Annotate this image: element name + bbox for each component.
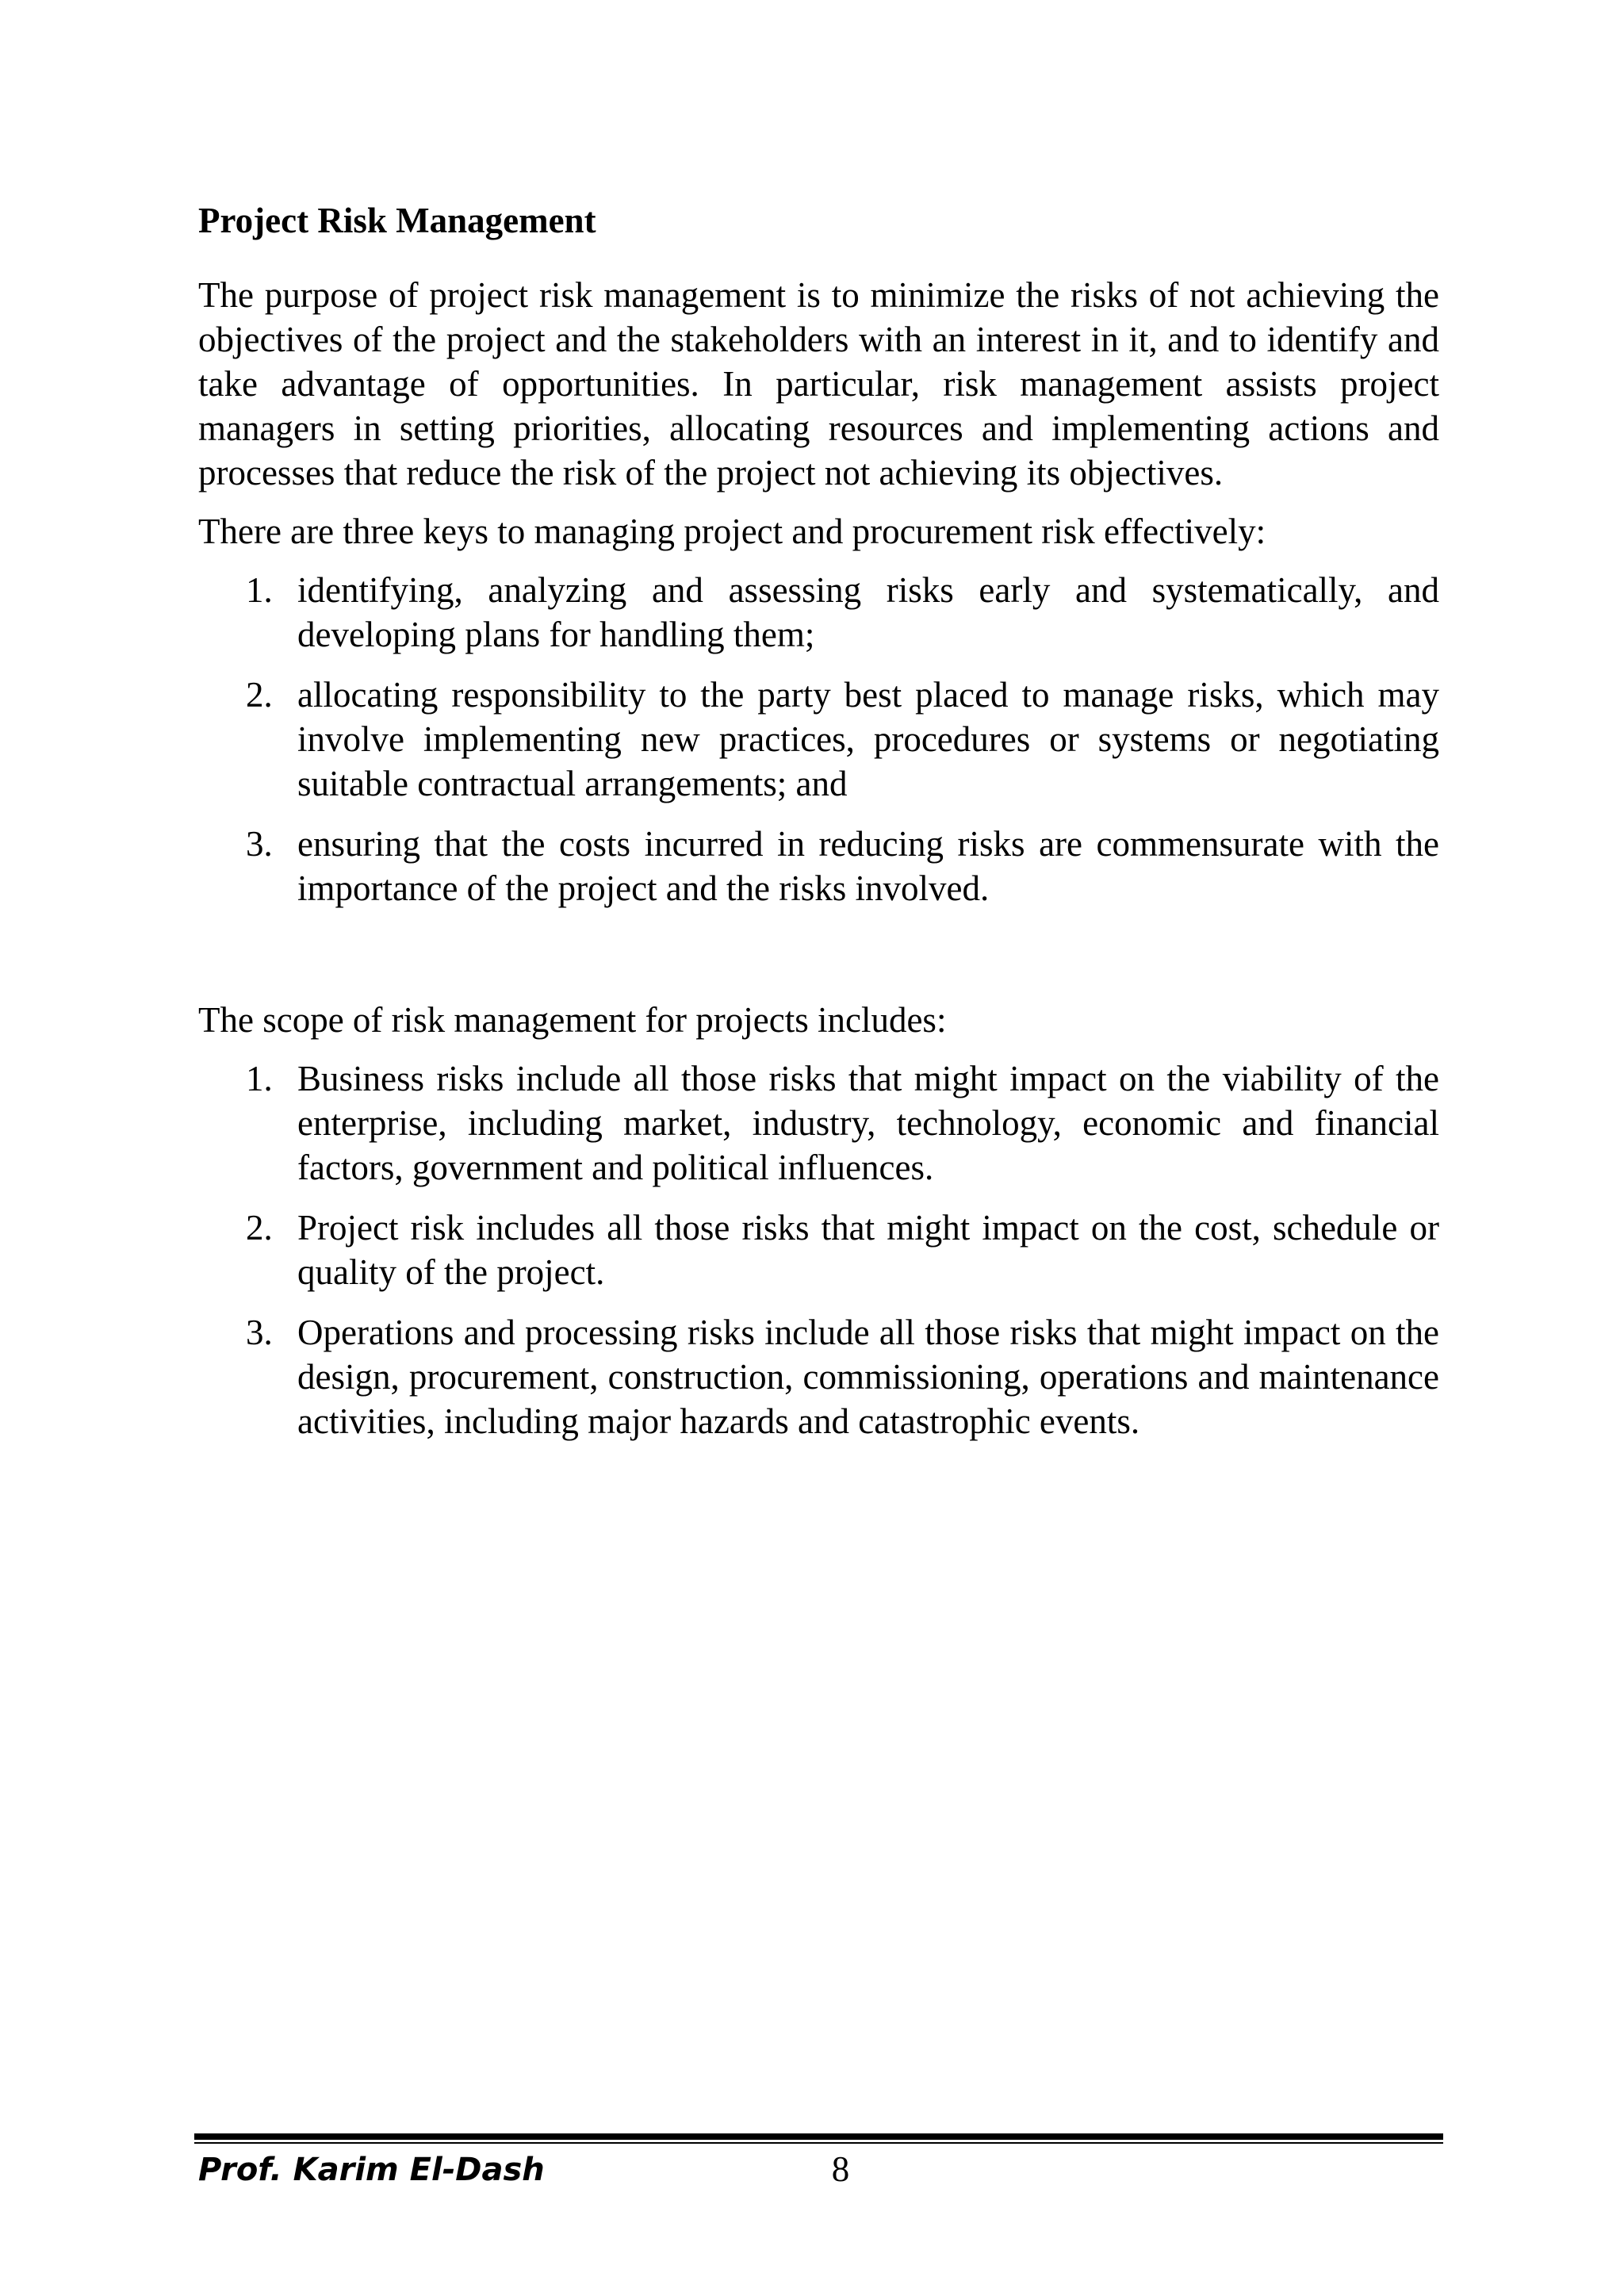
footer-author: Prof. Karim El-Dash: [198, 2152, 545, 2188]
list-item-text: Operations and processing risks include all those risks that might impact on the design, procurement, construction, commissioning, operations and maintenance activities, including major hazards and catastrophic events.: [297, 1313, 1439, 1441]
section-title: Project Risk Management: [198, 201, 596, 240]
list-item: [198, 1310, 1439, 1443]
scope-list: [198, 1056, 1439, 1443]
list-item-text: identifying, analyzing and assessing risks early and systematically, and developing plans for handling them;: [297, 570, 1439, 654]
page-content: [198, 198, 1439, 1459]
intro-paragraph: The purpose of project risk management is to minimize the risks of not achieving the objectives of the project and the stakeholders with an interest in it, and to identify and take advantage of opportunities. In particular, risk management assists project managers in setting priorities, allocating resources and implementing actions and processes that reduce the risk of the project not achieving its objectives.: [198, 275, 1439, 493]
list-item-text: Project risk includes all those risks that might impact on the cost, schedule or quality of the project.: [297, 1208, 1439, 1292]
list-item-number: 2.: [246, 675, 273, 715]
list-item: [198, 568, 1439, 657]
footer-divider: [194, 2133, 1443, 2145]
page-number: 8: [831, 2149, 850, 2189]
keys-lead-paragraph: There are three keys to managing project and procurement risk effectively:: [198, 512, 1266, 551]
list-item-number: 1.: [246, 1059, 273, 1098]
keys-list: [198, 568, 1439, 910]
list-item-number: 3.: [246, 824, 273, 864]
list-item-text: ensuring that the costs incurred in reducing risks are commensurate with the importance of the project and the risks involved.: [297, 824, 1439, 908]
list-item: [198, 1205, 1439, 1294]
list-item: [198, 1056, 1439, 1190]
list-item: [198, 673, 1439, 806]
section-spacer: [198, 926, 1439, 998]
list-item-text: allocating responsibility to the party best placed to manage risks, which may involve implementing new practices, procedures or systems or negotiating suitable contractual arrangements; and: [297, 675, 1439, 803]
footer-divider-thin-line: [194, 2142, 1443, 2144]
footer-divider-thick-line: [194, 2133, 1443, 2140]
list-item-number: 3.: [246, 1313, 273, 1352]
scope-lead-paragraph: The scope of risk management for projects includes:: [198, 1000, 947, 1040]
list-item: [198, 822, 1439, 910]
list-item-number: 2.: [246, 1208, 273, 1248]
list-item-number: 1.: [246, 570, 273, 610]
list-item-text: Business risks include all those risks that might impact on the viability of the enterprise, including market, industry, technology, economic and financial factors, government and political influences.: [297, 1059, 1439, 1187]
